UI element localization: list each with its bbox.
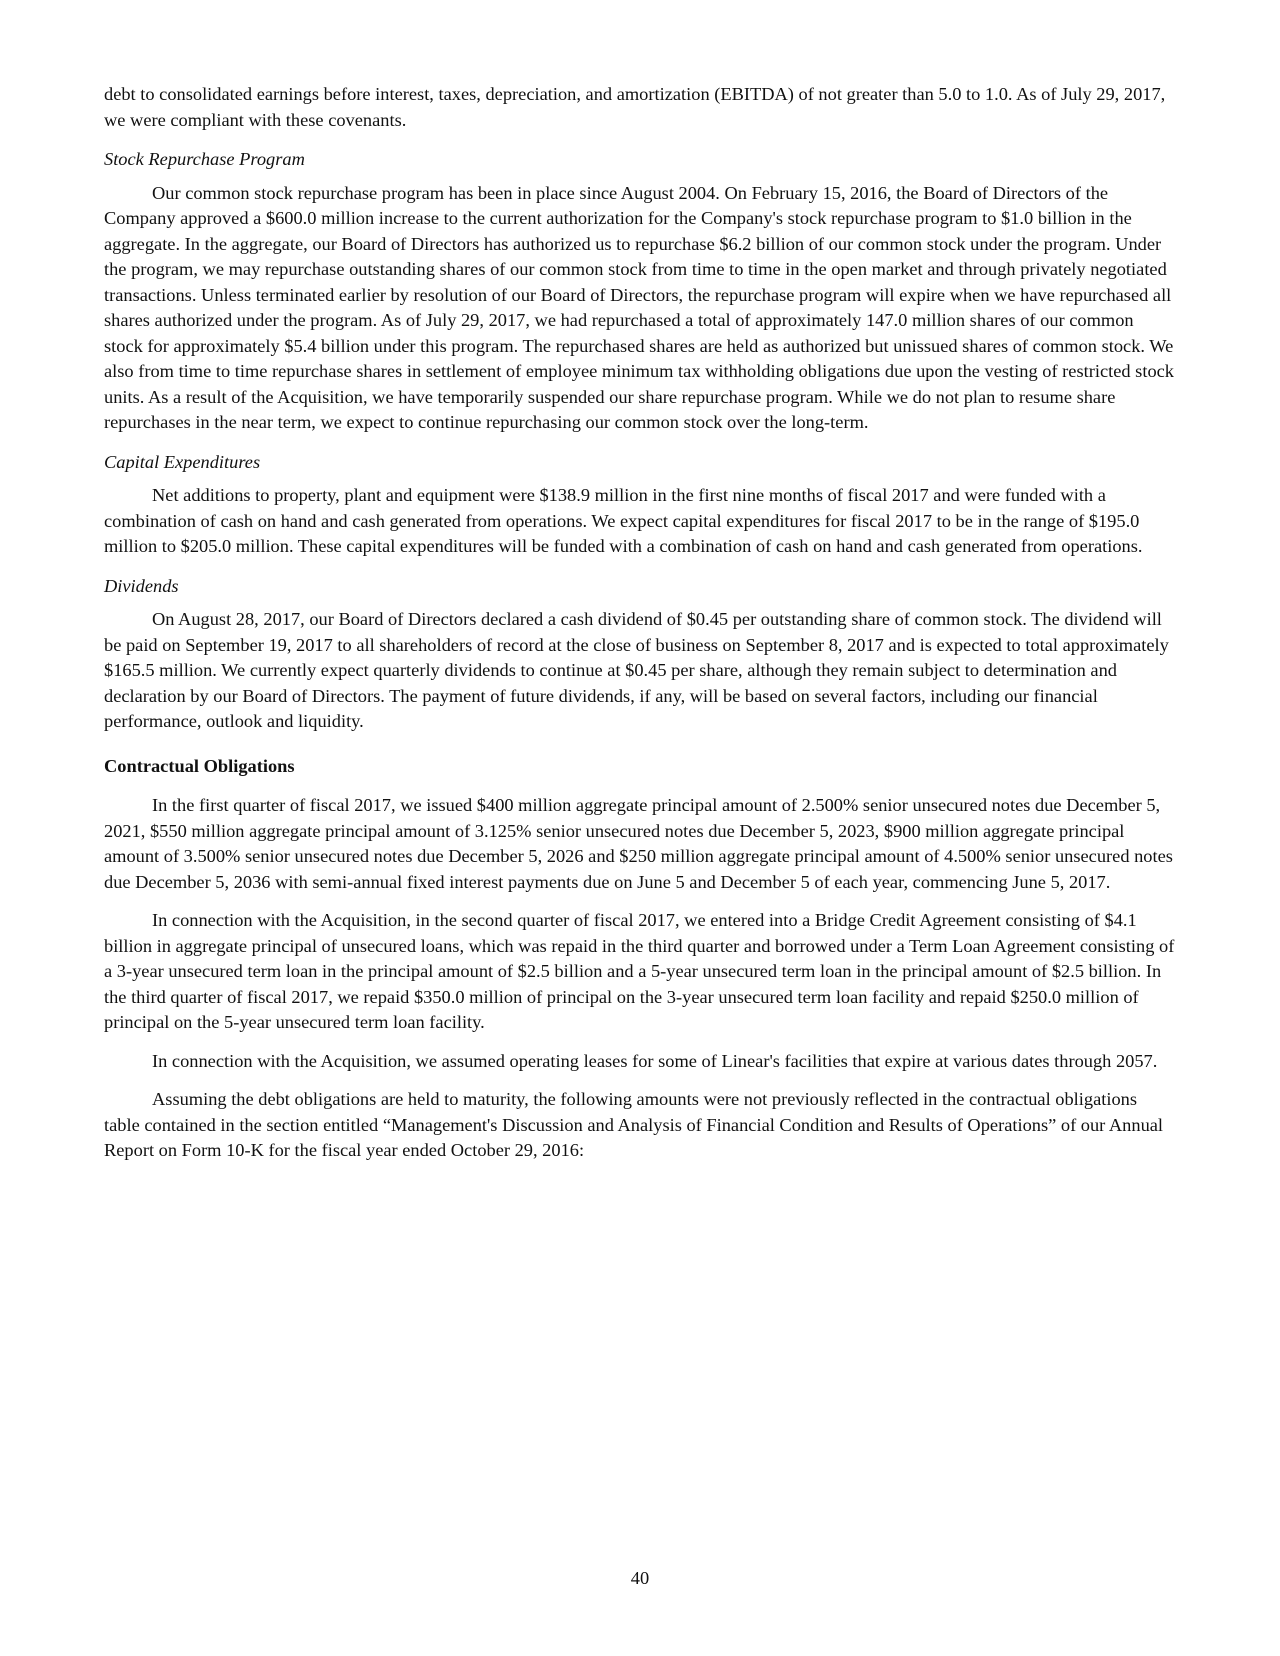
dividends-paragraph: On August 28, 2017, our Board of Directors declared a cash dividend of $0.45 per outstanding share of common stock. The dividend will be paid on September 19, 2017 to all shareholders of record at the close of business on September 8, 2017 and is expected to total approximately $165.5 million. We currently expect quarterly dividends to continue at $0.45 per share, although they remain subject to determination and declaration by our Board of Directors. The payment of future dividends, if any, will be based on several factors, including our financial performance, outlook and liquidity. (104, 609, 1169, 731)
document-page (104, 82, 1176, 1177)
term-loan-paragraph: In connection with the Acquisition, in the second quarter of fiscal 2017, we entered into a Bridge Credit Agreement consisting of $4.1 billion in aggregate principal of unsecured loans, which was repaid in the third quarter and borrowed under a Term Loan Agreement consisting of a 3-year unsecured term loan in the principal amount of $2.5 billion and a 5-year unsecured term loan in the principal amount of $2.5 billion. In the third quarter of fiscal 2017, we repaid $350.0 million of principal on the 3-year unsecured term loan facility and repaid $250.0 million of principal on the 5-year unsecured term loan facility. (104, 910, 1175, 1032)
capital-expenditures-paragraph: Net additions to property, plant and equipment were $138.9 million in the first nine months of fiscal 2017 and were funded with a combination of cash on hand and cash generated from operations. We expect capital expenditures for fiscal 2017 to be in the range of $195.0 million to $205.0 million. These capital expenditures will be funded with a combination of cash on hand and cash generated from operations. (104, 485, 1143, 556)
stock-repurchase-paragraph: Our common stock repurchase program has been in place since August 2004. On February 15, 2016, the Board of Directors of the Company approved a $600.0 million increase to the current authorization for the Company's stock repurchase program to $1.0 billion in the aggregate. In the aggregate, our Board of Directors has authorized us to repurchase $6.2 billion of our common stock under the program. Under the program, we may repurchase outstanding shares of our common stock from time to time in the open market and through privately negotiated transactions. Unless terminated earlier by resolution of our Board of Directors, the repurchase program will expire when we have repurchased all shares authorized under the program. As of July 29, 2017, we had repurchased a total of approximately 147.0 million shares of our common stock for approximately $5.4 billion under this program. The repurchased shares are held as authorized but unissued shares of common stock. We also from time to time repurchase shares in settlement of employee minimum tax withholding obligations due upon the vesting of restricted stock units. As a result of the Acquisition, we have temporarily suspended our share repurchase program. While we do not plan to resume share repurchases in the near term, we expect to continue repurchasing our common stock over the long-term. (104, 182, 1174, 432)
page-number: 40 (630, 1568, 650, 1588)
intro-paragraph: debt to consolidated earnings before interest, taxes, depreciation, and amortization (EBITDA) of not greater than 5.0 to 1.0. As of July 29, 2017, we were compliant with these covenants. (104, 84, 1166, 130)
stock-repurchase-heading: Stock Repurchase Program (104, 149, 305, 169)
contractual-obligations-heading: Contractual Obligations (104, 755, 295, 776)
senior-notes-paragraph: In the first quarter of fiscal 2017, we issued $400 million aggregate principal amount of 2.500% senior unsecured notes due December 5, 2021, $550 million aggregate principal amount of 3.125% senior unsecured notes due December 5, 2023, $900 million aggregate principal amount of 3.500% senior unsecured notes due December 5, 2026 and $250 million aggregate principal amount of 4.500% senior unsecured notes due December 5, 2036 with semi-annual fixed interest payments due on June 5 and December 5 of each year, commencing June 5, 2017. (104, 795, 1173, 892)
dividends-heading: Dividends (104, 575, 179, 596)
debt-obligations-paragraph: Assuming the debt obligations are held to maturity, the following amounts were not previously reflected in the contractual obligations table contained in the section entitled “Management's Discussion and Analysis of Financial Condition and Results of Operations” of our Annual Report on Form 10-K for the fiscal year ended October 29, 2016: (104, 1089, 1164, 1160)
operating-leases-paragraph: In connection with the Acquisition, we assumed operating leases for some of Linear's facilities that expire at various dates through 2057. (152, 1050, 1158, 1071)
capital-expenditures-heading: Capital Expenditures (104, 451, 261, 472)
